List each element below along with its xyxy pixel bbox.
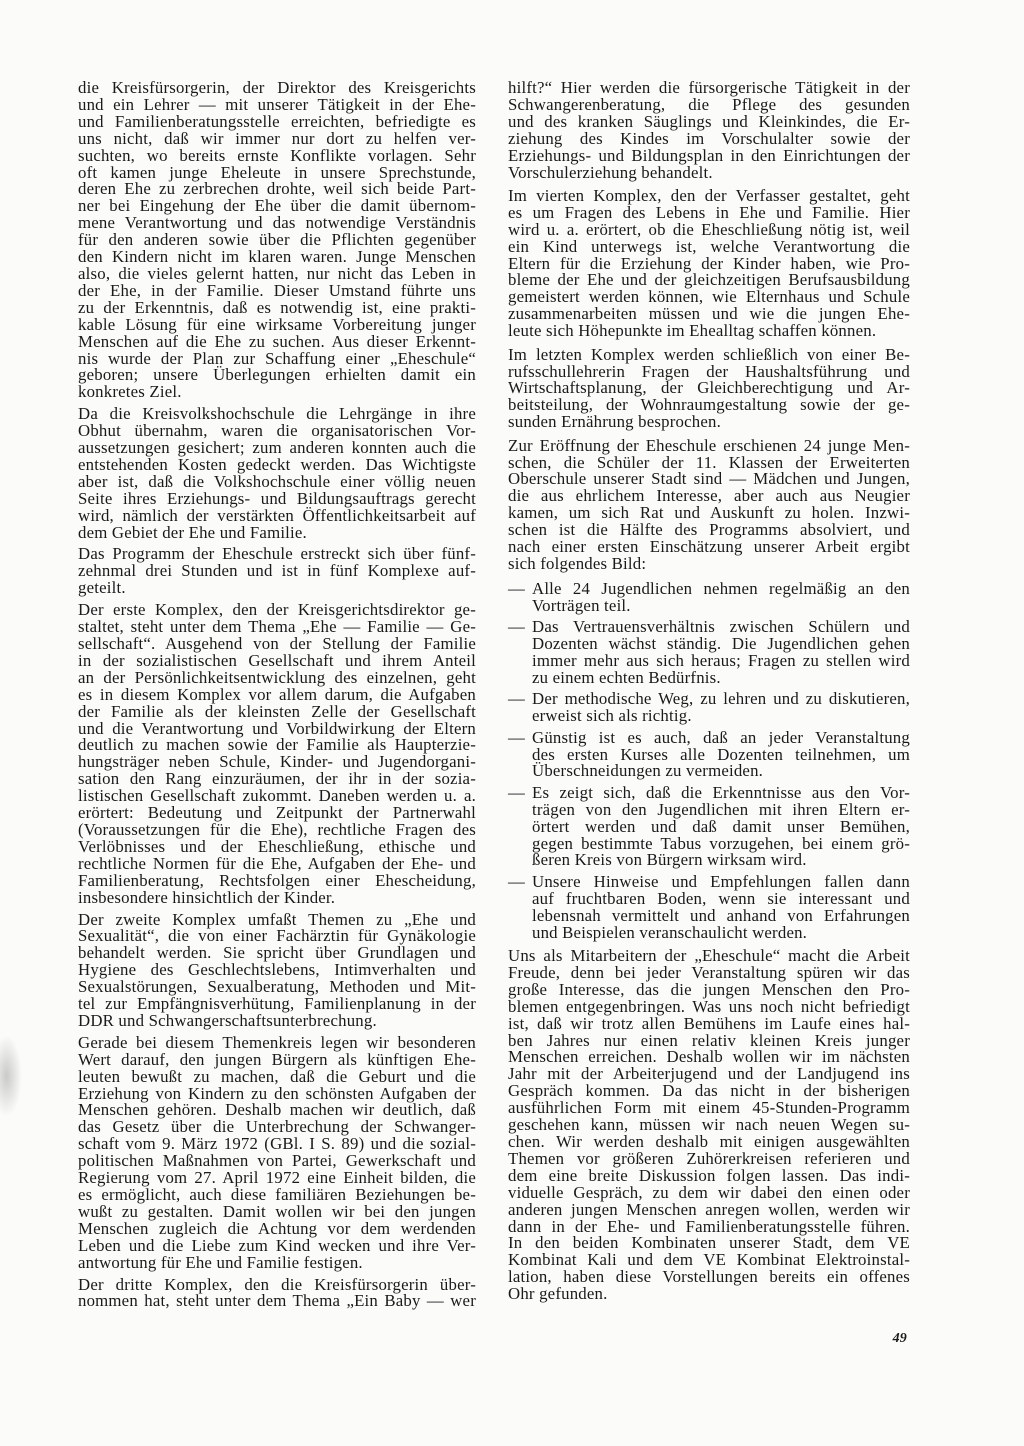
list-item xyxy=(508,619,910,687)
paragraph xyxy=(508,80,910,181)
text-line: Familienberatung, Rechtsfolgen einer Ehescheidung, xyxy=(78,870,476,890)
text-line: Regierung vom 27. April 1972 eine Einheit bilden, die xyxy=(78,1168,476,1188)
text-line: ist, daß wir trotz allen Bemühens im Laufe eines hal- xyxy=(508,1013,910,1033)
text-line: Sexualstörungen, Sexualberatung, Methoden und Mit- xyxy=(78,977,476,997)
text-line: das Gesetz über die Unterbrechung der Schwanger- xyxy=(78,1117,476,1137)
text-line: geboren; unsere Überlegungen erhielten damit ein xyxy=(78,365,476,385)
text-line: gemeistert werden können, wie Elternhaus und Schule xyxy=(508,287,910,307)
text-line: Uns als Mitarbeitern der „Eheschule“ macht die Arbeit xyxy=(508,946,910,965)
paragraph xyxy=(78,406,476,541)
text-line: antwortung für Ehe und Familie festigen. xyxy=(78,1252,363,1272)
text-line: und Beispielen veranschaulicht werden. xyxy=(532,922,808,942)
list-item-text xyxy=(532,871,910,942)
text-line: Erziehung von Kindern zu den schönsten Aufgaben der xyxy=(78,1083,476,1103)
text-line: Leben und die Liebe zum Kind wecken und ihre Ver- xyxy=(78,1235,476,1255)
text-line: viduelle Gespräch, zu dem wir dabei den einen oder xyxy=(508,1182,910,1202)
text-line: Eltern für die Erziehung der Kinder haben, wie Pro- xyxy=(508,253,910,273)
text-line: Sexualität“, die von einer Fachärztin für Gynäkologie xyxy=(78,926,476,946)
text-line: oft kamen junge Eheleute in unsere Sprechstunde, xyxy=(78,162,476,182)
text-line: Erziehungs- und Bildungsplan in den Einrichtungen der xyxy=(508,145,910,165)
text-line: Kombinat Kali und dem VE Kombinat Elektroinstal- xyxy=(508,1250,910,1270)
text-line: insbesondere hinsichtlich der Kinder. xyxy=(78,887,336,907)
text-line: ßeren Kreis von Bürgern wirksam wird. xyxy=(532,850,807,870)
paragraph xyxy=(78,546,476,597)
text-line: immer mehr aus sich heraus; Fragen zu stellen wird xyxy=(532,651,910,670)
paragraph xyxy=(78,80,476,401)
text-line: Gespräch kommen. Da das nicht in der bisherigen xyxy=(508,1081,910,1101)
text-line: Der erste Komplex, den der Kreisgerichtsdirektor ge- xyxy=(78,600,476,620)
text-line: dem Gebiet der Ehe und Familie. xyxy=(78,522,307,542)
list-dash: — xyxy=(508,617,525,637)
text-line: Menschen gehören. Deshalb machen wir deutlich, daß xyxy=(78,1100,476,1120)
text-line: und des kranken Säuglings und Kleinkindes, die Er- xyxy=(508,111,910,131)
text-line: in der sozialistischen Gesellschaft und ihrem Anteil xyxy=(78,650,476,670)
text-line: auf fruchtbaren Boden, wenn sie interessant und xyxy=(532,888,910,908)
text-line: geschehen kann, müssen wir nach neuen Wegen su- xyxy=(508,1115,910,1135)
text-line: Menschen auf die Ehe zu suchen. Aus dieser Erkennt- xyxy=(78,331,476,351)
text-line: also, die vieles gelernt hatten, nur nicht das Leben in xyxy=(78,263,476,283)
text-line: Vorschulerziehung behandelt. xyxy=(508,162,713,182)
text-line: bleme der Ehe und der gleichzeitigen Berufsausbildung xyxy=(508,270,910,290)
text-line: kable Lösung für eine wirksame Vorbereitung junger xyxy=(78,314,476,334)
text-line: konkretes Ziel. xyxy=(78,382,182,402)
text-line: es ermöglicht, auch diese familiären Beziehungen be- xyxy=(78,1185,476,1204)
text-line: gegen bestimmte Tabus vorzugehen, bei einem grö- xyxy=(532,833,910,853)
text-line: die Kreisfürsorgerin, der Direktor des Kreisgerichts xyxy=(78,78,476,97)
text-line: der Familie als der kleinsten Zelle der Gesellschaft xyxy=(78,701,476,721)
text-line: es in diesem Komplex vor allem darum, die Aufgaben xyxy=(78,684,476,704)
text-line: listischen Gesellschaft zukommt. Daneben werden u. a. xyxy=(78,786,476,806)
text-line: und ein Lehrer — mit unserer Tätigkeit in der Ehe- xyxy=(78,94,476,114)
text-line: ein Kind unterwegs ist, welche Verantwortung die xyxy=(508,236,910,256)
paragraph xyxy=(78,1032,476,1272)
text-line: die aus ehrlichem Interesse, aber auch aus Neugier xyxy=(508,486,910,506)
text-line: deutlich zu machen sowie der Familie als Haupterzie- xyxy=(78,735,476,755)
text-line: aussetzungen gesichert; zum anderen konnten auch die xyxy=(78,438,476,458)
text-line: zu der Erkenntnis, daß es notwendig ist, eine prakti- xyxy=(78,297,476,317)
list-item xyxy=(508,578,910,615)
text-line: schen ist die Hälfte des Programms absolviert, und xyxy=(508,520,910,540)
list-dash: — xyxy=(508,782,525,802)
text-line: leute sich Höhepunkte im Ehealltag schaffen können. xyxy=(508,321,877,341)
text-line: DDR und Schwangerschaftsunterbrechung. xyxy=(78,1010,377,1030)
text-line: Das Vertrauensverhältnis zwischen Schülern und xyxy=(532,617,910,637)
text-line: dem eine breite Diskussion folgen lassen. Das indi- xyxy=(508,1165,910,1185)
text-line: Obhut übernahm, waren die organisatorischen Vor- xyxy=(78,421,476,441)
text-line: Im letzten Komplex werden schließlich von einer Be- xyxy=(508,344,910,364)
bullet-list xyxy=(508,578,910,942)
list-item-text xyxy=(532,782,910,870)
text-line: anderen jungen Menschen anregen wollen, werden wir xyxy=(508,1199,910,1219)
text-line: der Ehe, in der Familie. Dieser Umstand führte uns xyxy=(78,280,476,300)
text-line: sunden Ernährung besprochen. xyxy=(508,412,721,432)
text-line: Schwangerenberatung, die Pflege des gesunden xyxy=(508,94,910,114)
paragraph xyxy=(508,185,910,341)
text-line: erörtert: Bedeutung und Zeitpunkt der Partnerwahl xyxy=(78,803,476,823)
text-line: politischen Maßnahmen von Partei, Gewerkschaft und xyxy=(78,1151,476,1171)
text-line: sich folgendes Bild: xyxy=(508,553,647,573)
list-item xyxy=(508,782,910,870)
text-line: zehnmal drei Stunden und ist in fünf Komplexe auf- xyxy=(78,561,476,581)
text-line: Dozenten wächst ständig. Die Jugendlichen gehen xyxy=(532,634,910,654)
text-line: Überschneidungen zu vermeiden. xyxy=(532,761,764,781)
text-line: Seite ihres Erziehungs- und Bildungsauftrags gerecht xyxy=(78,488,476,508)
text-line: zusammenarbeiten müssen und wie die jungen Ehe- xyxy=(508,304,910,324)
text-line: sellschaft“. Ausgehend von der Stellung der Familie xyxy=(78,634,476,653)
list-item xyxy=(508,691,910,725)
text-line: Jahr mit der Arbeiterjugend und der Landjugend ins xyxy=(508,1064,910,1084)
text-line: mene Verantwortung und das notwendige Verständnis xyxy=(78,213,476,233)
text-line: Der methodische Weg, zu lehren und zu diskutieren, xyxy=(532,689,910,709)
text-line: örtert werden und daß damit unser Bemühen, xyxy=(532,816,910,836)
text-line: staltet, steht unter dem Thema „Ehe — Familie — Ge- xyxy=(78,617,476,637)
text-line: lation, haben diese Vorstellungen bereits ein offenes xyxy=(508,1267,910,1287)
text-line: suchten, wo bereits ernste Konflikte vorlagen. Sehr xyxy=(78,145,476,165)
text-line: aber ist, daß die Volkshochschule einer völlig neuen xyxy=(78,471,476,491)
text-line: schaft vom 9. März 1972 (GBl. I S. 89) und die sozial- xyxy=(78,1134,476,1154)
text-line: Menschen zugleich die Achtung vor dem werdenden xyxy=(78,1218,476,1238)
list-item-text xyxy=(532,619,910,687)
list-dash: — xyxy=(508,689,525,709)
paragraph xyxy=(508,435,910,573)
list-item-text xyxy=(532,578,910,615)
list-item-text xyxy=(532,727,910,781)
text-line: hungsträger neben Schule, Kinder- und Jugendorgani- xyxy=(78,752,476,772)
text-line: sation den Rang einzuräumen, der ihr in der sozia- xyxy=(78,769,476,789)
text-line: rechtliche Normen für die Ehe, Aufgaben der Ehe- und xyxy=(78,853,476,873)
text-line: Vorträgen teil. xyxy=(532,595,631,615)
text-line: für den anderen sowie über die Pflichten gegenüber xyxy=(78,230,476,250)
text-line: Gerade bei diesem Themenkreis legen wir besonderen xyxy=(78,1032,476,1052)
paragraph xyxy=(78,602,476,906)
text-line: es um Fragen des Lebens in Ehe und Familie. Hier xyxy=(508,202,910,222)
text-line: (Voraussetzungen für die Ehe), rechtliche Fragen des xyxy=(78,819,476,839)
text-line: blemen entgegenbringen. Was uns noch nicht befriedigt xyxy=(508,996,910,1016)
text-line: Wert darauf, den jungen Bürgern als künftigen Ehe- xyxy=(78,1049,476,1069)
text-line: wußt zu gestalten. Damit wollen wir bei den jungen xyxy=(78,1201,476,1221)
text-line: des ersten Kurses alle Dozenten teilnehmen, um xyxy=(532,744,910,764)
paragraph xyxy=(78,1274,476,1311)
list-item-text xyxy=(532,691,910,725)
text-line: ner bei Eingehung der Ehe über die damit übernom- xyxy=(78,196,476,216)
text-line: wird u. a. erörtert, ob die Eheschließung nötig ist, weil xyxy=(508,219,910,239)
text-line: uns nicht, daß wir immer nur dort zu helfen ver- xyxy=(78,128,476,148)
paragraph xyxy=(78,909,476,1030)
page-number: 49 xyxy=(892,1331,907,1346)
text-line: rufsschullehrerin Fragen der Haushaltsführung und xyxy=(508,361,910,381)
text-line: kamen, um sich Rat und Auskunft zu holen. Inzwi- xyxy=(508,503,910,523)
text-line: an der Persönlichkeitsentwicklung des einzelnen, geht xyxy=(78,667,476,687)
text-line: dann in der Ehe- und Familienberatungsstelle führen. xyxy=(508,1216,910,1236)
text-line: Es zeigt sich, daß die Erkenntnisse aus den Vor- xyxy=(532,782,910,802)
text-line: und die Verantwortung und Vorbildwirkung der Eltern xyxy=(78,718,476,738)
text-line: erweist sich als richtig. xyxy=(532,706,692,726)
text-line: den Kindern nicht im klaren waren. Junge Menschen xyxy=(78,247,476,267)
text-line: schen, die Schüler der 11. Klassen der Erweiterten xyxy=(508,452,910,472)
text-line: ausführlichen Form mit einem 45-Stunden-Programm xyxy=(508,1098,910,1118)
text-line: Da die Kreisvolkshochschule die Lehrgänge in ihre xyxy=(78,404,476,424)
text-line: chen. Wir werden deshalb mit einigen ausgewählten xyxy=(508,1131,910,1151)
list-dash: — xyxy=(508,578,525,598)
text-line: trägen von den Jugendlichen mit ihren Eltern er- xyxy=(532,799,910,819)
paragraph xyxy=(508,948,910,1303)
text-line: und Familienberatungsstelle erreichten, befriedigte es xyxy=(78,111,476,131)
list-item xyxy=(508,871,910,942)
text-line: Der dritte Komplex, den die Kreisfürsorgerin über- xyxy=(78,1274,476,1294)
list-dash: — xyxy=(508,871,525,891)
text-line: behandelt werden. Sie spricht über Grundlagen und xyxy=(78,943,476,963)
text-line: ziehung des Kindes im Vorschulalter sowie der xyxy=(508,128,910,148)
text-line: Wirtschaftsplanung, der Gleichberechtigung und Ar- xyxy=(508,378,910,398)
left-column xyxy=(78,80,476,1310)
text-line: Themen vor größeren Zuhörerkreisen referieren und xyxy=(508,1148,910,1168)
text-line: tel zur Empfängnisverhütung, Familienplanung in der xyxy=(78,994,476,1014)
text-line: Der zweite Komplex umfaßt Themen zu „Ehe und xyxy=(78,909,476,929)
text-line: In den beiden Kombinaten unserer Stadt, dem VE xyxy=(508,1233,910,1253)
text-line: große Interesse, das die jungen Menschen den Pro- xyxy=(508,979,910,999)
text-line: Alle 24 Jugendlichen nehmen regelmäßig an den xyxy=(532,578,910,598)
text-line: zu einem echten Bedürfnis. xyxy=(532,667,721,687)
text-line: Freude, denn bei jeder Veranstaltung spüren wir das xyxy=(508,962,910,982)
text-line: ben Jahres nur einen relativ kleinen Kreis junger xyxy=(508,1030,910,1050)
text-line: nach einer ersten Einschätzung unserer Arbeit ergibt xyxy=(508,537,910,557)
text-line: wird, nämlich der verstärkten Öffentlichkeitsarbeit auf xyxy=(78,505,476,525)
text-line: Menschen erreichen. Deshalb wollen wir im nächsten xyxy=(508,1047,910,1067)
text-line: Verlöbnisses und der Eheschließung, ethische und xyxy=(78,836,476,856)
text-line: Günstig ist es auch, daß an jeder Veranstaltung xyxy=(532,727,910,747)
paragraph xyxy=(508,344,910,432)
text-line: Oberschule unserer Stadt sind — Mädchen und Jungen, xyxy=(508,469,910,489)
text-line: nommen hat, steht unter dem Thema „Ein Baby — wer xyxy=(78,1291,476,1311)
scan-smudge xyxy=(0,1035,22,1117)
text-line: lebensnah vermittelt und anhand von Erfahrungen xyxy=(532,905,910,925)
text-line: hilft?“ Hier werden die fürsorgerische Tätigkeit in der xyxy=(508,78,910,97)
right-column xyxy=(508,80,910,1303)
text-line: Unsere Hinweise und Empfehlungen fallen dann xyxy=(532,871,910,891)
text-line: Zur Eröffnung der Eheschule erschienen 24 junge Men- xyxy=(508,435,910,455)
list-item xyxy=(508,727,910,781)
text-line: Im vierten Komplex, den der Verfasser gestaltet, geht xyxy=(508,185,910,205)
text-line: Das Programm der Eheschule erstreckt sich über fünf- xyxy=(78,544,476,564)
text-line: beitsteilung, der Wohnraumgestaltung sowie der ge- xyxy=(508,395,910,415)
text-line: Hygiene des Geschlechtslebens, Intimverhalten und xyxy=(78,960,476,980)
text-line: leuten bewußt zu machen, daß die Geburt und die xyxy=(78,1066,476,1086)
text-line: Ohr gefunden. xyxy=(508,1284,608,1304)
text-line: geteilt. xyxy=(78,578,126,598)
list-dash: — xyxy=(508,727,525,747)
text-line: deren Ehe zu zerbrechen drohte, weil sich beide Part- xyxy=(78,179,476,199)
text-line: entstehenden Kosten gedeckt werden. Das Wichtigste xyxy=(78,454,476,474)
text-line: nis wurde der Plan zur Schaffung einer „Eheschule“ xyxy=(78,348,476,368)
